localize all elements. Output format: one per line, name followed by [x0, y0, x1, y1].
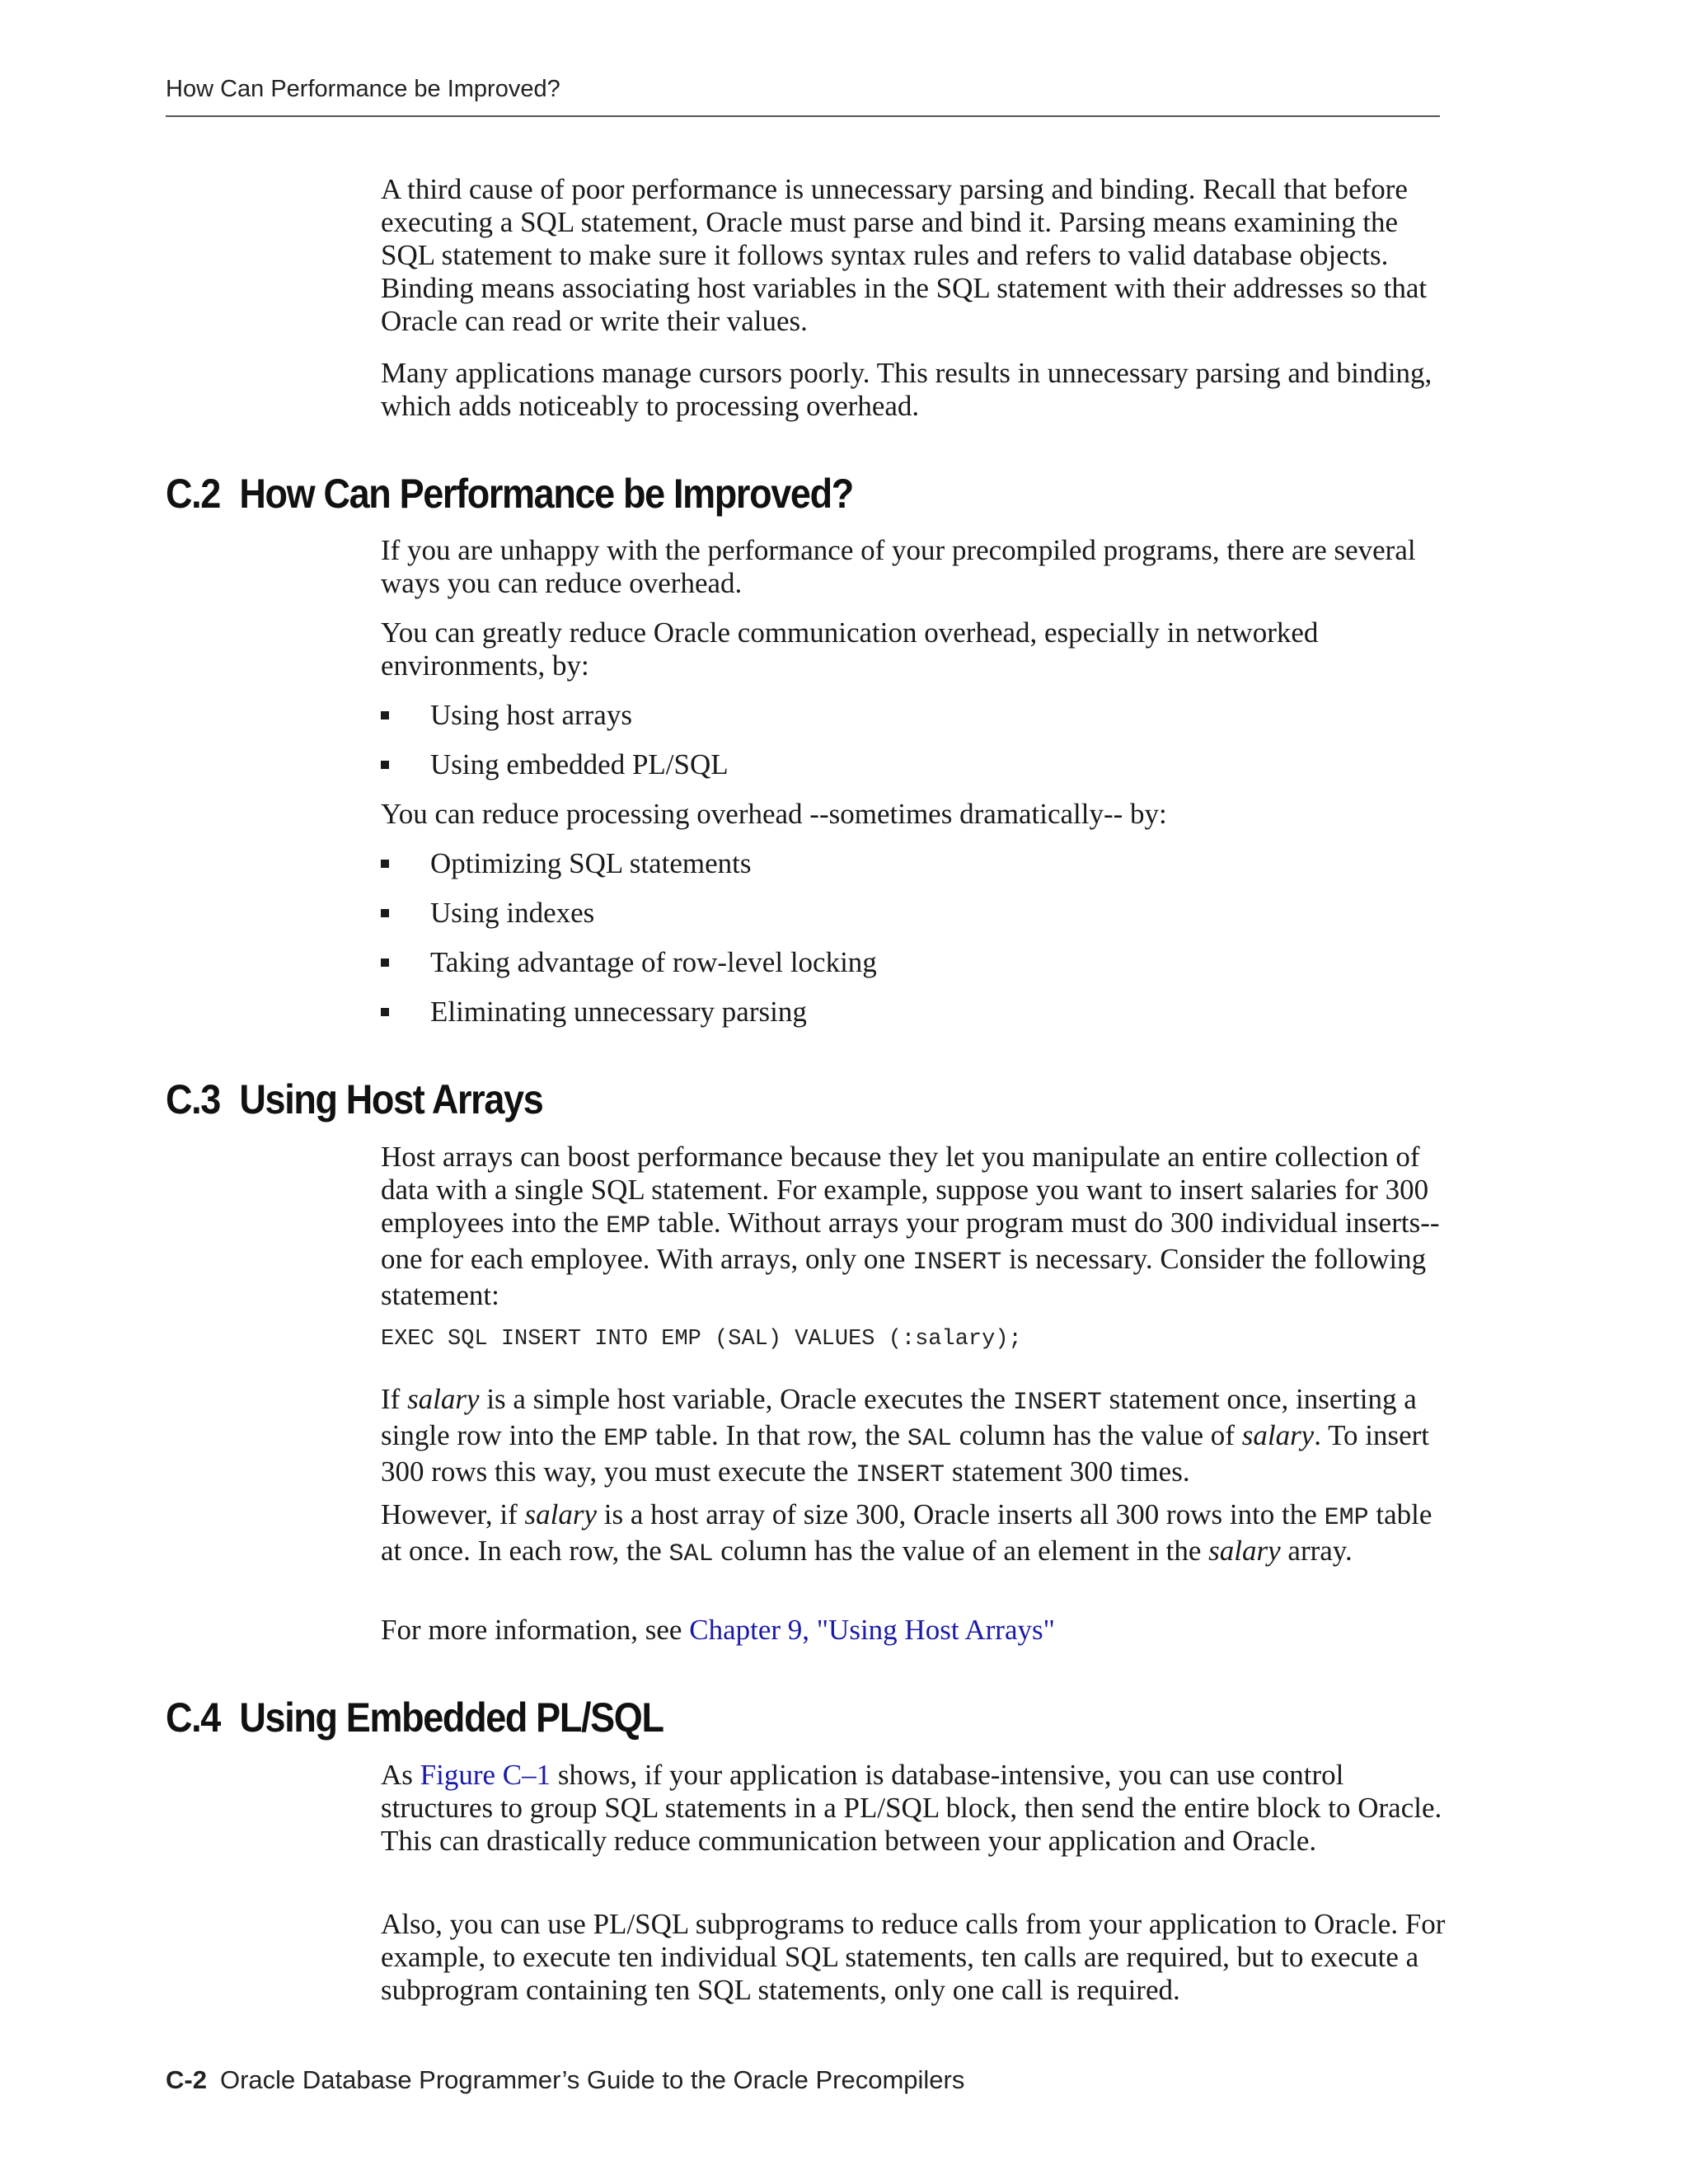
text-run: column has the value of [951, 1419, 1242, 1451]
text-run: Host arrays can boost performance because they let you manipulate an entire collection of data with a single SQL statement. For example, suppose you want to insert salaries for 300 employees into the [381, 1141, 1429, 1239]
text-run: is a simple host variable, Oracle executes the [479, 1383, 1013, 1415]
text-run: table at once. In each row, the [381, 1498, 1432, 1567]
list-item-text: Using indexes [430, 897, 595, 929]
inline-code: EMP [606, 1212, 651, 1240]
section-title: How Can Performance be Improved? [239, 471, 853, 517]
list-item-text: Optimizing SQL statements [430, 847, 752, 879]
inline-code: SAL [907, 1425, 952, 1453]
inline-code: SAL [668, 1540, 714, 1568]
book-title: Oracle Database Programmer’s Guide to the Oracle Precompilers [219, 2065, 965, 2094]
c4-paragraph-1 [381, 1759, 1452, 1858]
emphasis: salary [1241, 1419, 1315, 1451]
text-run: shows, if your application is database-intensive, you can use control structures to group SQL statements in a PL/SQL block, then send the entire block to Oracle. This can drastically reduce communication between your application and Oracle. [381, 1759, 1442, 1857]
text-run: For more information, see [381, 1614, 690, 1646]
text-run: is necessary. Consider the following statement: [381, 1243, 1427, 1311]
header-divider [166, 115, 1440, 117]
emphasis: salary [524, 1498, 598, 1530]
text-run: table. In that row, the [648, 1419, 907, 1451]
c3-paragraph-2 [381, 1383, 1452, 1492]
intro-p1-text: A third cause of poor performance is unnecessary parsing and binding. Recall that before executing a SQL statement, Oracle must parse and bind it. Parsing means examining the SQL statement to make sure it follows syntax rules and refers to valid database objects. Binding means associating host variables in the SQL statement with their addresses so that Oracle can read or write their values. [381, 173, 1428, 337]
inline-code: EMP [603, 1425, 649, 1453]
bullet-marker [381, 958, 389, 967]
bullet-marker [381, 761, 389, 769]
section-heading-c3 [166, 1076, 542, 1123]
emphasis: salary [407, 1383, 480, 1415]
c3-paragraph-1 [381, 1141, 1452, 1312]
text-run: is a host array of size 300, Oracle inserts all 300 rows into the [597, 1498, 1325, 1530]
intro-p2-text: Many applications manage cursors poorly. This results in unnecessary parsing and binding, which adds noticeably to processing overhead. [381, 357, 1432, 422]
c2-paragraph-3 [381, 798, 1452, 831]
text-run: . To insert 300 rows this way, you must execute the [381, 1419, 1430, 1488]
inline-code: INSERT [856, 1461, 945, 1489]
section-heading-c4 [166, 1694, 663, 1741]
section-number: C.3 [166, 1076, 220, 1122]
section-number: C.2 [166, 471, 220, 517]
running-header: How Can Performance be Improved? [166, 76, 560, 102]
emphasis: salary [1208, 1535, 1281, 1567]
section-number: C.4 [166, 1694, 220, 1741]
text-run: However, if [381, 1498, 525, 1530]
list-item-text: Eliminating unnecessary parsing [430, 996, 807, 1028]
c2-p3-text: You can reduce processing overhead --sometimes dramatically-- by: [381, 798, 1167, 830]
text-run: If [381, 1383, 408, 1415]
bullet-marker [381, 909, 389, 917]
list-item-text: Using embedded PL/SQL [430, 748, 729, 780]
list-item-text: Taking advantage of row-level locking [430, 946, 877, 978]
chapter-9-link[interactable]: Chapter 9, "Using Host Arrays" [689, 1614, 1055, 1646]
text-run: statement 300 times. [945, 1455, 1190, 1488]
c2-p2-text: You can greatly reduce Oracle communication overhead, especially in networked environments, by: [381, 616, 1319, 682]
c4-paragraph-2 [381, 1908, 1452, 2007]
inline-code: INSERT [912, 1249, 1002, 1277]
figure-c1-link[interactable]: Figure C–1 [420, 1759, 551, 1791]
c4-p2-text: Also, you can use PL/SQL subprograms to reduce calls from your application to Oracle. For example, to execute ten individual SQL statements, ten calls are required, but to execute a subprogram containing ten SQL statements, only one call is required. [381, 1908, 1446, 2006]
section-heading-c2 [166, 470, 853, 518]
text-run: table. Without arrays your program must do 300 individual inserts--one for each employee. With arrays, only one [381, 1207, 1440, 1275]
c2-paragraph-1 [381, 534, 1452, 600]
intro-paragraph-2 [381, 357, 1452, 423]
code-example: EXEC SQL INSERT INTO EMP (SAL) VALUES (:salary); [381, 1327, 1022, 1352]
text-run: array. [1280, 1535, 1353, 1567]
c3-p2-text [381, 1383, 1452, 1492]
bullet-marker [381, 711, 389, 719]
c2-paragraph-2 [381, 616, 1452, 682]
section-title: Using Embedded PL/SQL [239, 1694, 663, 1741]
inline-code: EMP [1324, 1504, 1369, 1532]
inline-code: INSERT [1012, 1389, 1102, 1417]
c2-p1-text: If you are unhappy with the performance of your precompiled programs, there are several ways you can reduce overhead. [381, 534, 1416, 599]
bullet-marker [381, 1008, 389, 1016]
intro-paragraph-1 [381, 173, 1452, 338]
page-footer [166, 2065, 964, 2095]
text-run: column has the value of an element in the [713, 1535, 1209, 1567]
text-run: statement once, inserting a single row into the [381, 1383, 1417, 1451]
c3-p1-text [381, 1141, 1452, 1312]
c3-p3-text [381, 1498, 1452, 1571]
section-title: Using Host Arrays [239, 1076, 543, 1122]
list-item-text: Using host arrays [430, 699, 632, 731]
text-run: As [381, 1759, 420, 1791]
page-number: C-2 [166, 2065, 207, 2094]
c4-p1-text [381, 1759, 1452, 1858]
c3-paragraph-4 [381, 1614, 1452, 1647]
c3-paragraph-3 [381, 1498, 1452, 1571]
c3-p4-text [381, 1614, 1452, 1647]
bullet-marker [381, 860, 389, 868]
